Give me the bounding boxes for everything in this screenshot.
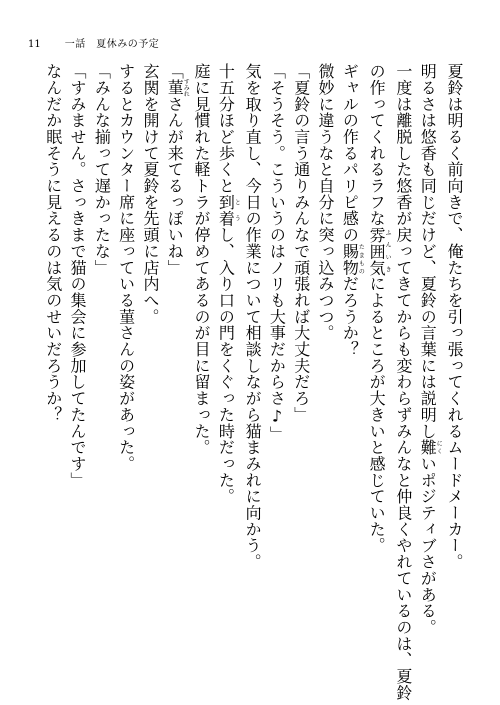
text-line: なんだか眠そうに見えるのは気のせいだろうか？ [43, 63, 63, 423]
chapter-title: 一話 夏休みの予定 [64, 39, 160, 50]
ruby-annotation: 菫すみれ [165, 78, 190, 97]
vertical-text-body [40, 63, 466, 701]
text-line: 気を取り直し、今日の作業について相談しながら猫まみれに向かう。 [243, 63, 263, 570]
text-line: の作ってくれるラフな雰囲気ふんいきによるところが大きいと感じていた。 [367, 63, 392, 554]
page-header [28, 39, 159, 51]
text-line: 明るさは悠香も同じだけど、夏鈴の言葉には説明し難にくいポジティブさがある。 [418, 63, 443, 636]
ruby-annotation: 賜物たまもの [340, 242, 365, 276]
text-line: 夏鈴は明るく前向きで、俺たちを引っ張ってくれるムードメーカー。 [445, 63, 464, 570]
text-line: 十五分ほど歩くと到着とうし、入り口の門をくぐった時だった。 [216, 63, 241, 505]
ruby-annotation: 難にく [418, 439, 443, 456]
page-number: 11 [28, 39, 41, 50]
text-line: 玄関を開けて夏鈴を先頭に店内へ。 [140, 63, 160, 325]
text-line: 微妙に違うなと自分に突っ込みつつ。 [316, 63, 336, 341]
text-line: 「みんな揃って遅かったな」 [92, 63, 112, 276]
ruby-annotation: 雰囲気ふんいき [367, 226, 392, 276]
text-line: 「そうそう。こういうのはノリも大事だからさ♪」 [267, 63, 287, 443]
ruby-annotation: 到着とう [216, 193, 241, 227]
text-line: 庭に見慣れた軽トラが停めてあるのが目に留まった。 [192, 63, 212, 456]
text-line: 「夏鈴の言う通りみんなで頑張れば大丈夫だろ」 [291, 63, 311, 423]
text-line: するとカウンター席に座っている菫さんの姿があった。 [116, 63, 136, 472]
text-line: 「菫すみれさんが来てるっぽいね」 [165, 63, 190, 276]
text-line: ギャルの作るパリピ感の賜物たまものだろうか？ [340, 63, 365, 358]
text-line: 「すみません。さっきまで猫の集会に参加してたんです」 [68, 63, 88, 489]
text-line: 一度は離脱した悠香が戻ってきてからも変わらずみんなと仲良くやれているのは、夏鈴 [393, 63, 413, 701]
